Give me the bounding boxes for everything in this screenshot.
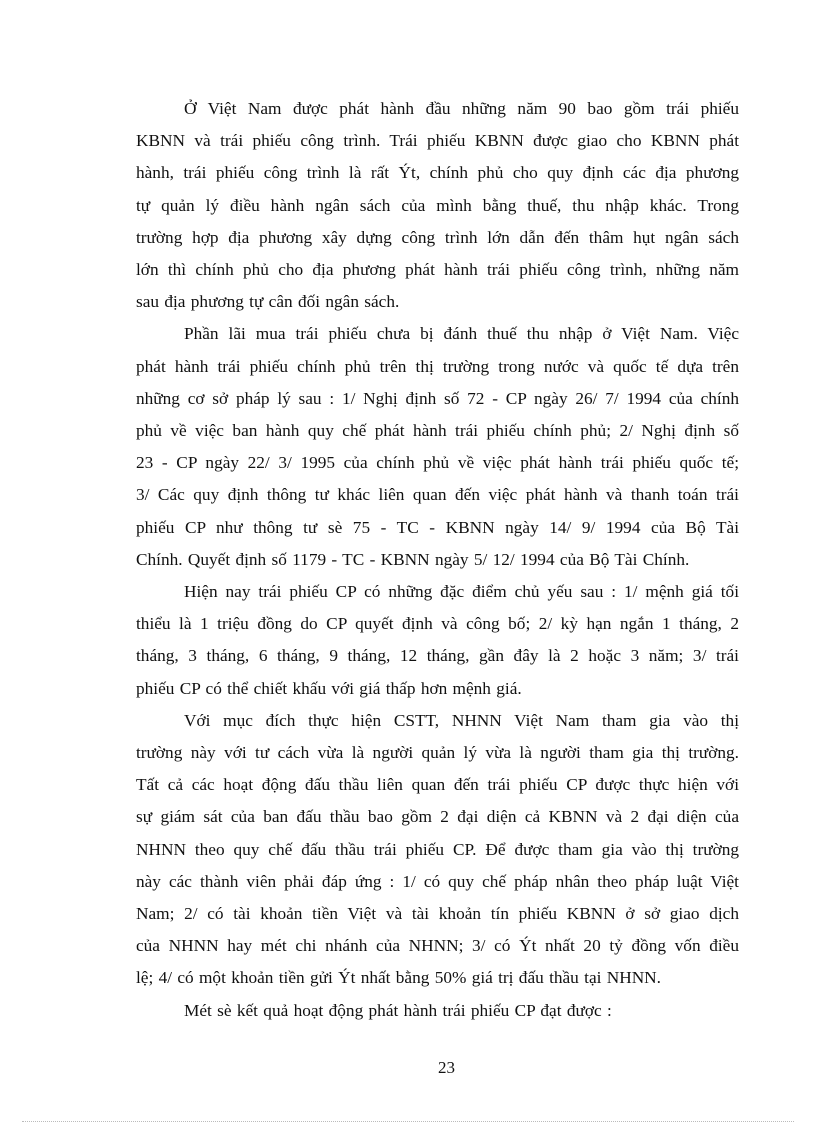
text-line: sau địa phương tự cân đối ngân sách. [136,292,400,312]
text-line: những cơ sở pháp lý sau : 1/ Nghị định số 72 - CP ngày 26/ 7/ 1994 của chính [136,388,739,408]
text-line: Hiện nay trái phiếu CP có những đặc điểm chủ yếu sau : 1/ mệnh giá tối [184,582,739,602]
text-line: phiếu CP có thể chiết khấu với giá thấp hơn mệnh giá. [136,678,522,698]
document-body [136,93,739,1027]
paragraph [136,995,739,1027]
text-line: Phần lãi mua trái phiếu chưa bị đánh thuế thu nhập ở Việt Nam. Việc [184,324,739,344]
text-line: Chính. Quyết định số 1179 - TC - KBNN ngày 5/ 12/ 1994 của Bộ Tài Chính. [136,549,690,569]
text-line: phiếu CP như thông tư sè 75 - TC - KBNN ngày 14/ 9/ 1994 của Bộ Tài [136,517,739,537]
paragraph [136,93,739,318]
text-line: của NHNN hay mét chi nhánh của NHNN; 3/ có Ýt nhất 20 tỷ đồng vốn điều [136,936,739,956]
text-line: hành, trái phiếu công trình là rất Ýt, chính phủ cho quy định các địa phương [136,163,739,183]
paragraph [136,318,739,576]
paragraph [136,705,739,995]
text-line: 3/ Các quy định thông tư khác liên quan đến việc phát hành và thanh toán trái [136,485,739,505]
text-line: Tất cả các hoạt động đấu thầu liên quan đến trái phiếu CP được thực hiện với [136,775,739,795]
text-line: Mét sè kết quả hoạt động phát hành trái phiếu CP đạt được : [184,1000,612,1020]
text-line: NHNN theo quy chế đấu thầu trái phiếu CP. Để được tham gia vào thị trường [136,839,739,859]
page-bottom-divider [22,1121,794,1122]
text-line: tháng, 3 tháng, 6 tháng, 9 tháng, 12 tháng, gần đây là 2 hoặc 3 năm; 3/ trái [136,646,739,666]
text-line: 23 - CP ngày 22/ 3/ 1995 của chính phủ về việc phát hành trái phiếu quốc tế; [136,453,739,473]
text-line: lớn thì chính phủ cho địa phương phát hành trái phiếu công trình, những năm [136,260,739,280]
text-line: lệ; 4/ có một khoản tiền gửi Ýt nhất bằng 50% giá trị đấu thầu tại NHNN. [136,968,661,988]
text-line: Nam; 2/ có tài khoản tiền Việt và tài khoản tín phiếu KBNN ở sở giao dịch [136,904,739,924]
text-line: Ở Việt Nam được phát hành đầu những năm 90 bao gồm trái phiếu [184,99,739,118]
page-number: 23 [438,1058,455,1077]
paragraph [136,576,739,705]
text-line: trường này với tư cách vừa là người quản lý vừa là người tham gia thị trường. [136,743,739,763]
text-line: phát hành trái phiếu chính phủ trên thị trường trong nước và quốc tế dựa trên [136,356,739,376]
text-line: phủ về việc ban hành quy chế phát hành trái phiếu chính phủ; 2/ Nghị định số [136,421,739,441]
text-line: Với mục đích thực hiện CSTT, NHNN Việt Nam tham gia vào thị [184,710,739,730]
text-line: tự quản lý điều hành ngân sách của mình bằng thuế, thu nhập khác. Trong [136,195,739,215]
text-line: sự giám sát của ban đấu thầu bao gồm 2 đại diện cả KBNN và 2 đại diện của [136,807,739,827]
text-line: KBNN và trái phiếu công trình. Trái phiếu KBNN được giao cho KBNN phát [136,131,739,151]
text-line: trường hợp địa phương xây dựng công trình lớn dẫn đến thâm hụt ngân sách [136,227,739,247]
text-line: thiểu là 1 triệu đồng do CP quyết định và công bố; 2/ kỳ hạn ngắn 1 tháng, 2 [136,614,739,634]
text-line: này các thành viên phải đáp ứng : 1/ có quy chế pháp nhân theo pháp luật Việt [136,871,739,891]
